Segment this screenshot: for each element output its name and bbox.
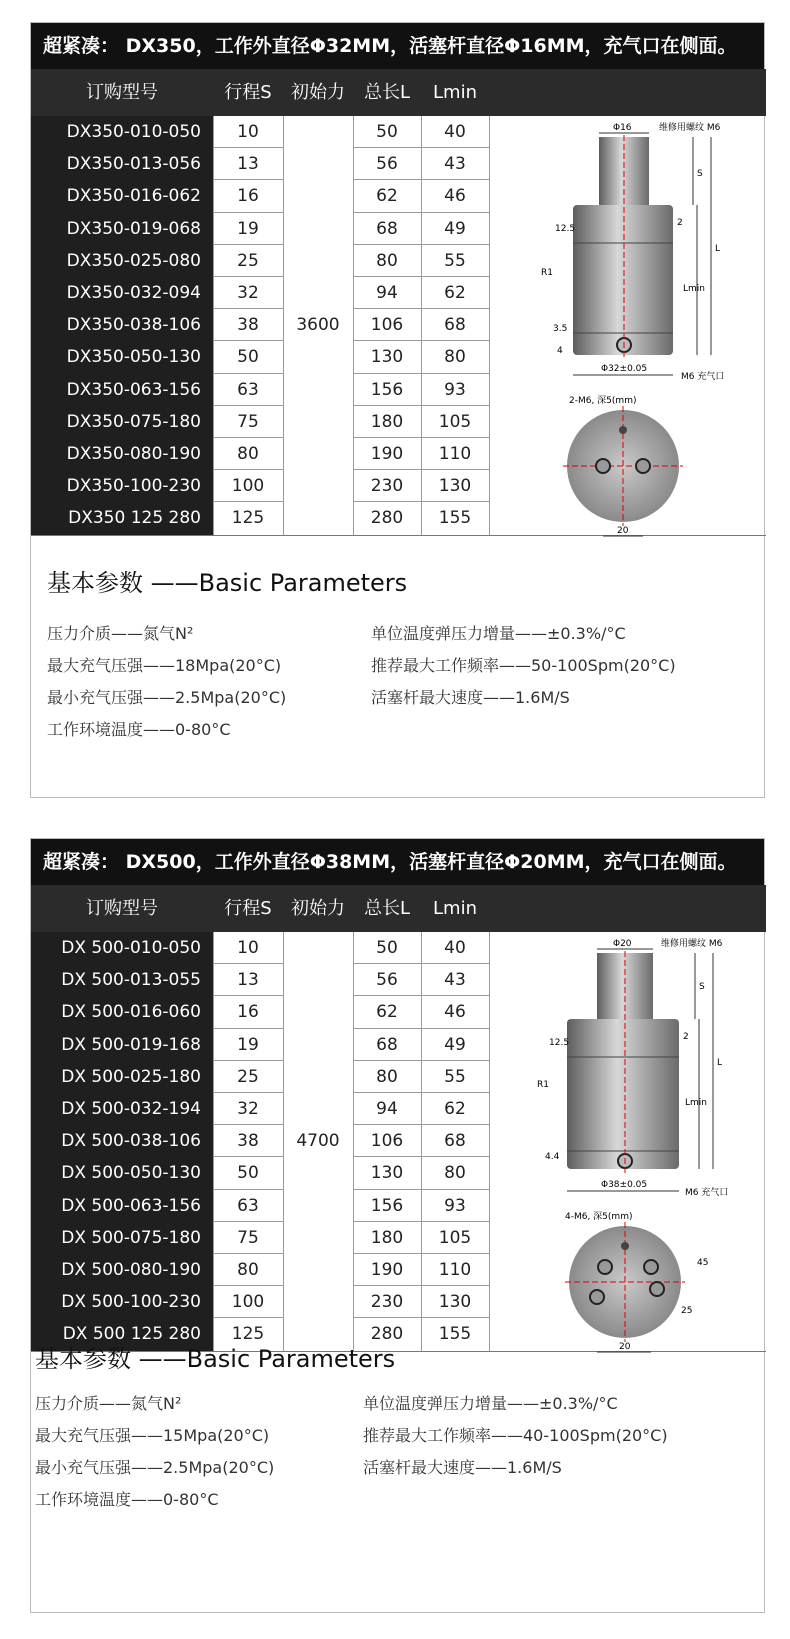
- dim-low: 4.4: [545, 1152, 560, 1162]
- mount-hole: [590, 1290, 604, 1304]
- panel-banner: 超紧凑： DX350，工作外直径Φ32MM，活塞杆直径Φ16MM，充气口在侧面。: [31, 23, 764, 69]
- mount-hole: [650, 1282, 664, 1296]
- body-diameter-label: Φ32±0.05: [601, 364, 648, 374]
- holes-label: 4-M6, 深5(mm): [565, 1212, 633, 1222]
- spacing-label: 20: [619, 1342, 631, 1352]
- table-row-model: DX350-063-156: [31, 374, 213, 406]
- stroke-cell: 80: [237, 1260, 259, 1280]
- stroke-cell: 100: [231, 476, 265, 497]
- rod-diameter-label: Φ20: [613, 939, 632, 949]
- spec-panel-dx500: [30, 838, 765, 1613]
- stroke-cell: 75: [237, 1227, 259, 1248]
- technical-drawing: [501, 937, 763, 1357]
- param-left: 工作环境温度——0-80°C: [47, 720, 231, 739]
- lmin-cell: 62: [444, 1099, 466, 1119]
- length-cell: 80: [376, 1066, 398, 1087]
- stroke-label: S: [699, 982, 705, 992]
- length-cell: 68: [376, 218, 398, 239]
- table-header: [31, 885, 766, 932]
- table-row-model: DX 500-016-060: [31, 996, 213, 1028]
- param-left: 压力介质——氮气N²: [35, 1394, 182, 1413]
- header-lmin: Lmin: [433, 82, 477, 103]
- table-row-model: DX350-019-068: [31, 213, 213, 245]
- initial-force-cell: 3600: [296, 315, 340, 335]
- dim-12-5: 12.5: [549, 1038, 570, 1048]
- lmin-cell: 93: [444, 379, 466, 400]
- table-row-model: DX350-032-094: [31, 277, 213, 309]
- param-left: 工作环境温度——0-80°C: [35, 1490, 219, 1509]
- stroke-cell: 100: [231, 1292, 265, 1313]
- lmin-cell: 62: [444, 283, 466, 303]
- holes-label: 2-M6, 深5(mm): [569, 396, 637, 406]
- header-length: 总长L: [363, 82, 411, 103]
- length-cell: 130: [370, 1163, 404, 1184]
- spacing-2-label: 25: [681, 1306, 693, 1316]
- stroke-cell: 125: [231, 508, 265, 529]
- length-cell: 68: [376, 1034, 398, 1055]
- length-cell: 94: [376, 1099, 398, 1119]
- table-row-model: DX 500-063-156: [31, 1190, 213, 1222]
- table-row-model: DX 500 125 280: [31, 1318, 213, 1350]
- param-right: 推荐最大工作频率——50-100Spm(20°C): [371, 656, 676, 675]
- table-row-model: DX 500-019-168: [31, 1029, 213, 1061]
- stroke-cell: 32: [237, 283, 259, 303]
- column-divider: [213, 116, 214, 535]
- header-lmin: Lmin: [433, 898, 477, 919]
- lmin-cell: 93: [444, 1195, 466, 1216]
- header-force: 初始力: [291, 82, 345, 103]
- length-cell: 62: [376, 1002, 398, 1023]
- spec-panel-dx350: [30, 22, 765, 798]
- length-cell: 62: [376, 186, 398, 207]
- lmin-cell: 68: [444, 315, 466, 336]
- lmin-cell: 46: [444, 1002, 466, 1023]
- column-divider: [489, 116, 490, 535]
- length-cell: 156: [370, 1195, 404, 1216]
- stroke-cell: 19: [237, 1034, 259, 1055]
- length-cell: 230: [370, 1292, 404, 1313]
- lmin-cell: 68: [444, 1131, 466, 1152]
- lmin-cell: 110: [438, 1260, 472, 1280]
- length-cell: 190: [370, 1260, 404, 1280]
- lmin-cell: 43: [444, 154, 466, 175]
- param-right: 单位温度弹压力增量——±0.3%/°C: [363, 1394, 618, 1413]
- technical-drawing: [501, 121, 763, 541]
- cylinder-body: [567, 1019, 679, 1169]
- table-row-model: DX350 125 280: [31, 502, 213, 534]
- mount-hole: [598, 1260, 612, 1274]
- table-row-model: DX 500-075-180: [31, 1222, 213, 1254]
- stroke-cell: 10: [237, 938, 259, 958]
- stroke-cell: 80: [237, 444, 259, 464]
- header-model: 订购型号: [86, 82, 158, 103]
- column-divider: [353, 932, 354, 1351]
- dim-low-2: 4: [557, 346, 563, 356]
- mount-hole: [596, 459, 610, 473]
- param-right: 活塞杆最大速度——1.6M/S: [371, 688, 570, 707]
- table-row-model: DX350-075-180: [31, 406, 213, 438]
- stroke-cell: 125: [231, 1324, 265, 1345]
- table-row-model: DX350-038-106: [31, 309, 213, 341]
- panel-banner: 超紧凑： DX500，工作外直径Φ38MM，活塞杆直径Φ20MM，充气口在侧面。: [31, 839, 764, 885]
- stroke-cell: 25: [237, 1066, 259, 1087]
- lmin-cell: 105: [438, 1227, 472, 1248]
- dim-12-5: 12.5: [555, 224, 576, 234]
- length-cell: 106: [370, 315, 404, 336]
- stroke-cell: 25: [237, 250, 259, 271]
- header-stroke: 行程S: [224, 898, 272, 919]
- lmin-cell: 110: [438, 444, 472, 464]
- stroke-cell: 10: [237, 122, 259, 142]
- stroke-label: S: [697, 169, 703, 179]
- lmin-label: Lmin: [683, 284, 705, 294]
- stroke-cell: 63: [237, 1195, 259, 1216]
- body-diameter-label: Φ38±0.05: [601, 1180, 648, 1190]
- lmin-cell: 40: [444, 938, 466, 958]
- length-cell: 80: [376, 250, 398, 271]
- stroke-cell: 32: [237, 1099, 259, 1119]
- r1-label: R1: [537, 1080, 549, 1090]
- dim-2: 2: [677, 218, 683, 228]
- lmin-cell: 49: [444, 1034, 466, 1055]
- thread-note-label: 维修用螺纹 M6: [659, 123, 721, 133]
- stroke-cell: 50: [237, 1163, 259, 1184]
- table-row-model: DX350-016-062: [31, 180, 213, 212]
- column-divider: [353, 116, 354, 535]
- table-row-model: DX350-050-130: [31, 341, 213, 373]
- header-force: 初始力: [291, 898, 345, 919]
- stroke-cell: 16: [237, 1002, 259, 1023]
- port-label: M6 充气口: [685, 1188, 729, 1198]
- length-label: L: [715, 244, 721, 254]
- length-cell: 50: [376, 122, 398, 142]
- table-row-model: DX 500-032-194: [31, 1093, 213, 1125]
- table-row-model: DX 500-010-050: [31, 932, 213, 964]
- length-cell: 106: [370, 1131, 404, 1152]
- length-cell: 180: [370, 411, 404, 432]
- spacing-label: 20: [617, 526, 629, 536]
- param-left: 最小充气压强——2.5Mpa(20°C): [35, 1458, 275, 1477]
- lmin-cell: 80: [444, 1163, 466, 1184]
- param-right: 单位温度弹压力增量——±0.3%/°C: [371, 624, 626, 643]
- length-label: L: [717, 1058, 723, 1068]
- table-row-model: DX 500-038-106: [31, 1125, 213, 1157]
- port-label: M6 充气口: [681, 372, 725, 382]
- lmin-cell: 130: [438, 476, 472, 497]
- header-stroke: 行程S: [224, 82, 272, 103]
- lmin-cell: 40: [444, 122, 466, 142]
- thread-note-label: 维修用螺纹 M6: [661, 939, 723, 949]
- mount-hole: [644, 1260, 658, 1274]
- stroke-cell: 63: [237, 379, 259, 400]
- length-cell: 50: [376, 938, 398, 958]
- column-divider: [421, 116, 422, 535]
- column-divider: [421, 932, 422, 1351]
- lmin-cell: 130: [438, 1292, 472, 1313]
- stroke-cell: 38: [237, 315, 259, 336]
- lmin-cell: 105: [438, 411, 472, 432]
- dim-low: 3.5: [553, 324, 568, 334]
- header-model: 订购型号: [86, 898, 158, 919]
- angle-label: 45: [697, 1258, 709, 1268]
- stroke-cell: 38: [237, 1131, 259, 1152]
- lmin-cell: 55: [444, 250, 466, 271]
- length-cell: 280: [370, 508, 404, 529]
- lmin-cell: 46: [444, 186, 466, 207]
- stroke-cell: 13: [237, 970, 259, 991]
- table-row-model: DX 500-100-230: [31, 1286, 213, 1318]
- lmin-label: Lmin: [685, 1098, 707, 1108]
- table-row-model: DX350-010-050: [31, 116, 213, 148]
- stroke-cell: 50: [237, 347, 259, 368]
- lmin-cell: 43: [444, 970, 466, 991]
- param-right: 活塞杆最大速度——1.6M/S: [363, 1458, 562, 1477]
- length-cell: 130: [370, 347, 404, 368]
- lmin-cell: 49: [444, 218, 466, 239]
- lmin-cell: 155: [438, 1324, 472, 1345]
- param-left: 压力介质——氮气N²: [47, 624, 194, 643]
- lmin-cell: 80: [444, 347, 466, 368]
- param-left: 最小充气压强——2.5Mpa(20°C): [47, 688, 287, 707]
- table-row-model: DX350-100-230: [31, 470, 213, 502]
- table-header: [31, 69, 766, 116]
- table-row-model: DX350-080-190: [31, 438, 213, 470]
- thread-hole: [621, 1242, 629, 1250]
- column-divider: [213, 932, 214, 1351]
- length-cell: 230: [370, 476, 404, 497]
- table-row-model: DX 500-080-190: [31, 1254, 213, 1286]
- param-left: 最大充气压强——15Mpa(20°C): [35, 1426, 270, 1445]
- param-left: 最大充气压强——18Mpa(20°C): [47, 656, 282, 675]
- stroke-cell: 19: [237, 218, 259, 239]
- initial-force-cell: 4700: [296, 1131, 340, 1151]
- header-length: 总长L: [363, 898, 411, 919]
- length-cell: 156: [370, 379, 404, 400]
- param-right: 推荐最大工作频率——40-100Spm(20°C): [363, 1426, 668, 1445]
- table-row-model: DX350-025-080: [31, 245, 213, 277]
- table-row-model: DX 500-025-180: [31, 1061, 213, 1093]
- table-row-model: DX 500-050-130: [31, 1157, 213, 1189]
- length-cell: 94: [376, 283, 398, 303]
- column-divider: [489, 932, 490, 1351]
- stroke-cell: 75: [237, 411, 259, 432]
- dim-2: 2: [683, 1032, 689, 1042]
- length-cell: 280: [370, 1324, 404, 1345]
- table-row-model: DX 500-013-055: [31, 964, 213, 996]
- length-cell: 56: [376, 154, 398, 175]
- rod-diameter-label: Φ16: [613, 123, 632, 133]
- stroke-cell: 16: [237, 186, 259, 207]
- stroke-cell: 13: [237, 154, 259, 175]
- length-cell: 180: [370, 1227, 404, 1248]
- table-row-model: DX350-013-056: [31, 148, 213, 180]
- thread-hole: [619, 426, 627, 434]
- length-cell: 56: [376, 970, 398, 991]
- r1-label: R1: [541, 268, 553, 278]
- mount-hole: [636, 459, 650, 473]
- lmin-cell: 55: [444, 1066, 466, 1087]
- length-cell: 190: [370, 444, 404, 464]
- lmin-cell: 155: [438, 508, 472, 529]
- params-title: 基本参数 ——Basic Parameters: [35, 1345, 396, 1373]
- params-title: 基本参数 ——Basic Parameters: [47, 569, 408, 597]
